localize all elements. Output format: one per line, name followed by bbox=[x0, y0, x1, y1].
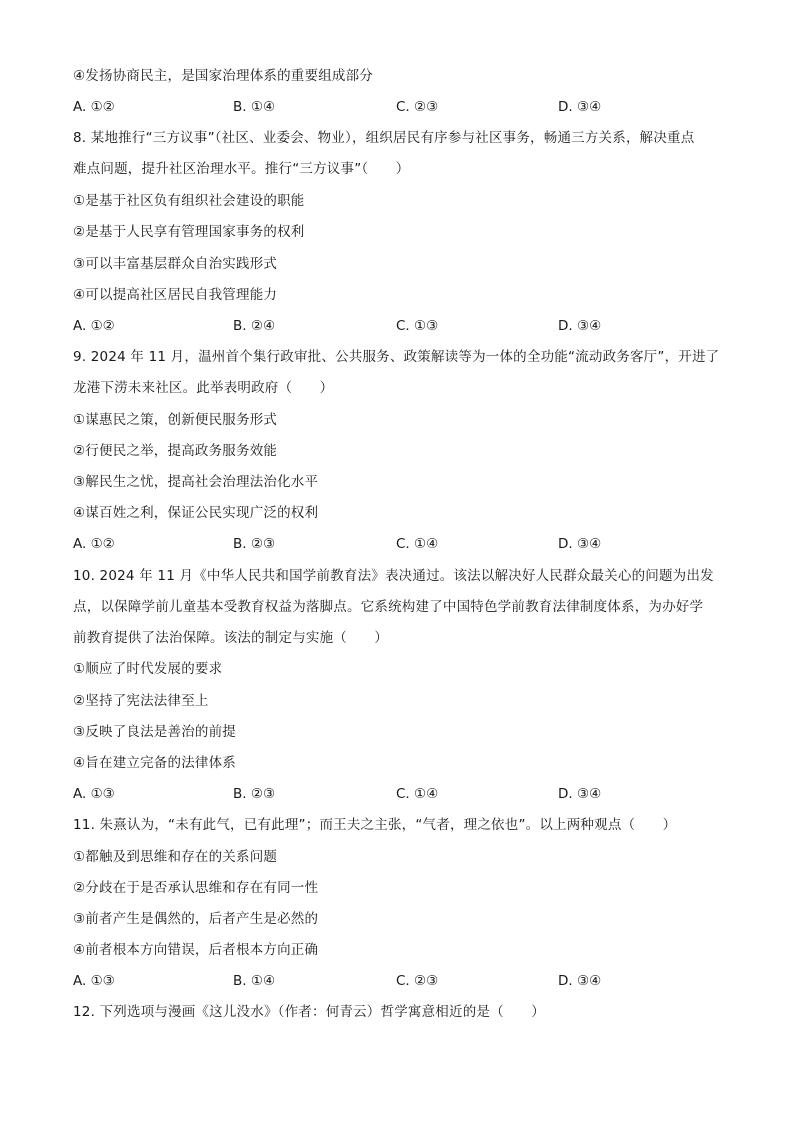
q11-statement-3: ③前者产生是偶然的，后者产生是必然的 bbox=[73, 911, 319, 927]
q11-statement-2: ②分歧在于是否承认思维和存在有同一性 bbox=[73, 880, 319, 896]
q10-stem-line-2: 点，以保障学前儿童基本受教育权益为落脚点。它系统构建了中国特色学前教育法律制度体系，为办好学 bbox=[73, 599, 704, 615]
q7-statement-4: ④发扬协商民主，是国家治理体系的重要组成部分 bbox=[73, 68, 374, 84]
q9-statement-1: ①谋惠民之策，创新便民服务形式 bbox=[73, 412, 278, 428]
q12-stem-line-1: 12. 下列选项与漫画《这儿没水》（作者：何青云）哲学寓意相近的是（ ） bbox=[73, 1004, 545, 1020]
q10-statement-2: ②坚持了宪法法律至上 bbox=[73, 693, 209, 709]
q9-statement-4: ④谋百姓之利，保证公民实现广泛的权利 bbox=[73, 505, 319, 521]
q8-options bbox=[73, 317, 733, 335]
q9-statement-3: ③解民生之忧，提高社会治理法治化水平 bbox=[73, 474, 319, 490]
q10-statement-3: ③反映了良法是善治的前提 bbox=[73, 724, 237, 740]
q11-statement-4: ④前者根本方向错误，后者根本方向正确 bbox=[73, 942, 319, 958]
q9-option-b[interactable]: B. ②③ bbox=[233, 536, 276, 552]
q11-option-a[interactable]: A. ①③ bbox=[73, 973, 115, 989]
q8-statement-3: ③可以丰富基层群众自治实践形式 bbox=[73, 256, 278, 272]
q10-stem-line-3: 前教育提供了法治保障。该法的制定与实施（ ） bbox=[73, 630, 389, 646]
q9-stem-line-1: 9. 2024 年 11 月，温州首个集行政审批、公共服务、政策解读等为一体的全功能“流动政务客厅”，开进了 bbox=[73, 349, 720, 365]
q7-options bbox=[73, 98, 733, 116]
q10-option-b[interactable]: B. ②③ bbox=[233, 786, 276, 802]
q9-option-a[interactable]: A. ①② bbox=[73, 536, 115, 552]
q8-option-a[interactable]: A. ①② bbox=[73, 318, 115, 334]
q11-option-c[interactable]: C. ②③ bbox=[396, 973, 439, 989]
q8-stem-line-2: 难点问题，提升社区治理水平。推行“三方议事”（ ） bbox=[73, 161, 410, 177]
q10-options bbox=[73, 785, 733, 803]
q7-option-d[interactable]: D. ③④ bbox=[558, 99, 602, 115]
q9-options bbox=[73, 535, 733, 553]
q10-statement-1: ①顺应了时代发展的要求 bbox=[73, 661, 223, 677]
q7-option-c[interactable]: C. ②③ bbox=[396, 99, 439, 115]
q11-statement-1: ①都触及到思维和存在的关系问题 bbox=[73, 849, 278, 865]
q9-statement-2: ②行便民之举，提高政务服务效能 bbox=[73, 443, 278, 459]
q9-option-d[interactable]: D. ③④ bbox=[558, 536, 602, 552]
q10-statement-4: ④旨在建立完备的法律体系 bbox=[73, 755, 237, 771]
q9-stem-line-2: 龙港下涝未来社区。此举表明政府（ ） bbox=[73, 380, 334, 396]
q8-statement-1: ①是基于社区负有组织社会建设的职能 bbox=[73, 193, 305, 209]
q8-option-d[interactable]: D. ③④ bbox=[558, 318, 602, 334]
q8-option-b[interactable]: B. ②④ bbox=[233, 318, 276, 334]
q11-option-d[interactable]: D. ③④ bbox=[558, 973, 602, 989]
q9-option-c[interactable]: C. ①④ bbox=[396, 536, 439, 552]
q8-statement-2: ②是基于人民享有管理国家事务的权利 bbox=[73, 224, 305, 240]
q10-stem-line-1: 10. 2024 年 11 月《中华人民共和国学前教育法》表决通过。该法以解决好人民群众最关心的问题为出发 bbox=[73, 568, 714, 584]
q7-option-a[interactable]: A. ①② bbox=[73, 99, 115, 115]
q11-option-b[interactable]: B. ①④ bbox=[233, 973, 276, 989]
q8-option-c[interactable]: C. ①③ bbox=[396, 318, 439, 334]
q10-option-c[interactable]: C. ①④ bbox=[396, 786, 439, 802]
q10-option-a[interactable]: A. ①③ bbox=[73, 786, 115, 802]
q11-options bbox=[73, 972, 733, 990]
q8-statement-4: ④可以提高社区居民自我管理能力 bbox=[73, 287, 278, 303]
q10-option-d[interactable]: D. ③④ bbox=[558, 786, 602, 802]
q11-stem-line-1: 11. 朱熹认为，“未有此气，已有此理”；而王夫之主张，“气者，理之依也”。以上两种观点（ ） bbox=[73, 817, 677, 833]
q8-stem-line-1: 8. 某地推行“三方议事”（社区、业委会、物业），组织居民有序参与社区事务，畅通三方关系，解决重点 bbox=[73, 130, 695, 146]
q7-option-b[interactable]: B. ①④ bbox=[233, 99, 276, 115]
